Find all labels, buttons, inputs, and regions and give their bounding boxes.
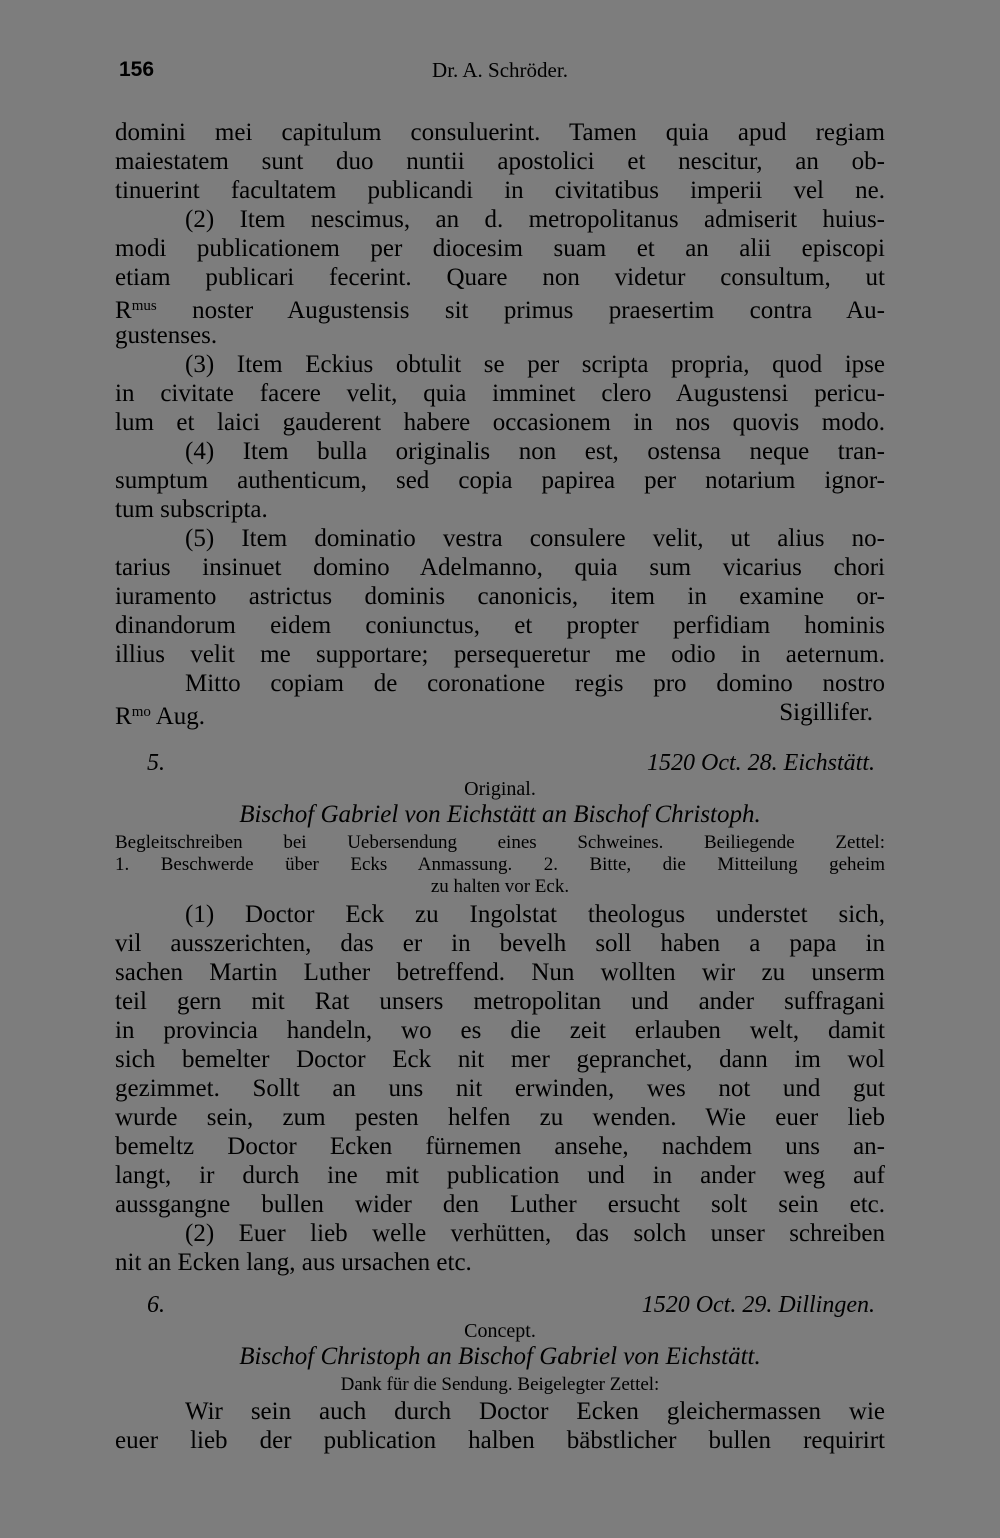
text-line: wurde sein, zum pesten helfen zu wenden. Wie euer lieb	[115, 1104, 885, 1131]
text-line: gustenses.	[115, 322, 218, 349]
text-line: iuramento astrictus dominis canonicis, item in examine or-	[115, 583, 885, 610]
document-title: Bischof Christoph an Bischof Gabriel von Eichstätt.	[239, 1343, 761, 1370]
summary-line: zu halten vor Eck.	[430, 876, 570, 897]
text-line: (2) Item nescimus, an d. metropolitanus admiserit huius-	[185, 206, 885, 233]
superscript: mo	[131, 704, 151, 720]
summary-line: 1. Beschwerde über Ecks Anmassung. 2. Bitte, die Mitteilung geheim	[115, 854, 885, 875]
text-line: teil gern mit Rat unsers metropolitan und ander suffragani	[115, 988, 885, 1015]
text-line: bemeltz Doctor Ecken fürnemen ansehe, nachdem uns an-	[115, 1133, 885, 1160]
text-line: in civitate facere velit, quia imminet clero Augustensi pericu-	[115, 380, 885, 407]
text-line: aussgangne bullen wider den Luther ersucht solt sein etc.	[115, 1191, 885, 1218]
text-line: sachen Martin Luther betreffend. Nun wollten wir zu unserm	[115, 959, 885, 986]
signoff-line	[115, 698, 885, 730]
superscript: mus	[131, 298, 157, 314]
text-line: domini mei capitulum consuluerint. Tamen quia apud regiam	[115, 119, 885, 146]
document-number: 6.	[147, 1292, 165, 1318]
text-line: (2) Euer lieb welle verhütten, das solch unser schreiben	[185, 1220, 885, 1247]
document-source: Concept.	[464, 1320, 536, 1342]
document-heading-5	[115, 750, 885, 780]
document-title: Bischof Gabriel von Eichstätt an Bischof Christoph.	[239, 801, 761, 828]
text-line: etiam publicari fecerint. Quare non videtur consultum, ut	[115, 264, 885, 291]
text-line: langt, ir durch ine mit publication und in ander weg auf	[115, 1162, 885, 1189]
text-line: sumptum authenticum, sed copia papirea per notarium ignor-	[115, 467, 885, 494]
text-line: (3) Item Eckius obtulit se per scripta propria, quod ipse	[185, 351, 885, 378]
text-line: Wir sein auch durch Doctor Ecken gleichermassen wie	[185, 1398, 885, 1425]
text-line: gezimmet. Sollt an uns nit erwinden, wes not und gut	[115, 1075, 885, 1102]
text-line: tinuerint facultatem publicandi in civitatibus imperii vel ne.	[115, 177, 885, 204]
signoff-aug: Aug.	[155, 703, 206, 730]
document-source: Original.	[464, 778, 536, 800]
text-line: sich bemelter Doctor Eck nit mer gepranchet, dann im wol	[115, 1046, 885, 1073]
document-date: 1520 Oct. 28. Eichstätt.	[647, 750, 875, 776]
text-line: nit an Ecken lang, aus ursachen etc.	[115, 1249, 472, 1276]
signoff-recipient: $R^{mo}$ Aug.	[115, 703, 206, 730]
text-line: maiestatem sunt duo nuntii apostolici et nescitur, an ob-	[115, 148, 885, 175]
summary-line: Dank für die Sendung. Beigelegter Zettel:	[340, 1374, 660, 1395]
page-number: 156	[119, 58, 155, 81]
text-line: lum et laici gauderent habere occasionem in nos quovis modo.	[115, 409, 885, 436]
page-header	[115, 58, 885, 92]
document-date: 1520 Oct. 29. Dillingen.	[641, 1292, 875, 1318]
signoff-signature: Sigillifer.	[779, 699, 873, 726]
text-line: tarius insinuet domino Adelmanno, quia sum vicarius chori	[115, 554, 885, 581]
document-number: 5.	[147, 750, 165, 776]
text-line: modi publicationem per diocesim suam et an alii episcopi	[115, 235, 885, 262]
text-line: tum subscripta.	[115, 496, 268, 523]
text-line: in provincia handeln, wo es die zeit erlauben welt, damit	[115, 1017, 885, 1044]
text-line: dinandorum eidem coniunctus, et propter perfidiam hominis	[115, 612, 885, 639]
text-line: (5) Item dominatio vestra consulere velit, ut alius no-	[185, 525, 885, 552]
text-line-continuation: noster Augustensis sit primus praesertim contra Au-	[192, 297, 886, 324]
document-heading-6	[115, 1292, 885, 1322]
running-head: Dr. A. Schröder.	[432, 58, 568, 82]
text-line: (1) Doctor Eck zu Ingolstat theologus understet sich,	[185, 901, 885, 928]
text-line: Mitto copiam de coronatione regis pro domino nostro	[185, 670, 885, 697]
text-line: euer lieb der publication halben bäbstlicher bullen requirirt	[115, 1427, 885, 1454]
text-line: illius velit me supportare; persequeretur me odio in aeternum.	[115, 641, 885, 668]
text-line: vil ausszerichten, das er in bevelh soll haben a papa in	[115, 930, 885, 957]
document-page	[115, 0, 885, 1538]
text-line-rmus: $R^{mus}$ noster Augustensis sit primus praesertim contra Au-	[115, 297, 886, 324]
text-line: (4) Item bulla originalis non est, ostensa neque tran-	[185, 438, 885, 465]
summary-line: Begleitschreiben bei Uebersendung eines Schweines. Beiliegende Zettel:	[115, 832, 885, 853]
